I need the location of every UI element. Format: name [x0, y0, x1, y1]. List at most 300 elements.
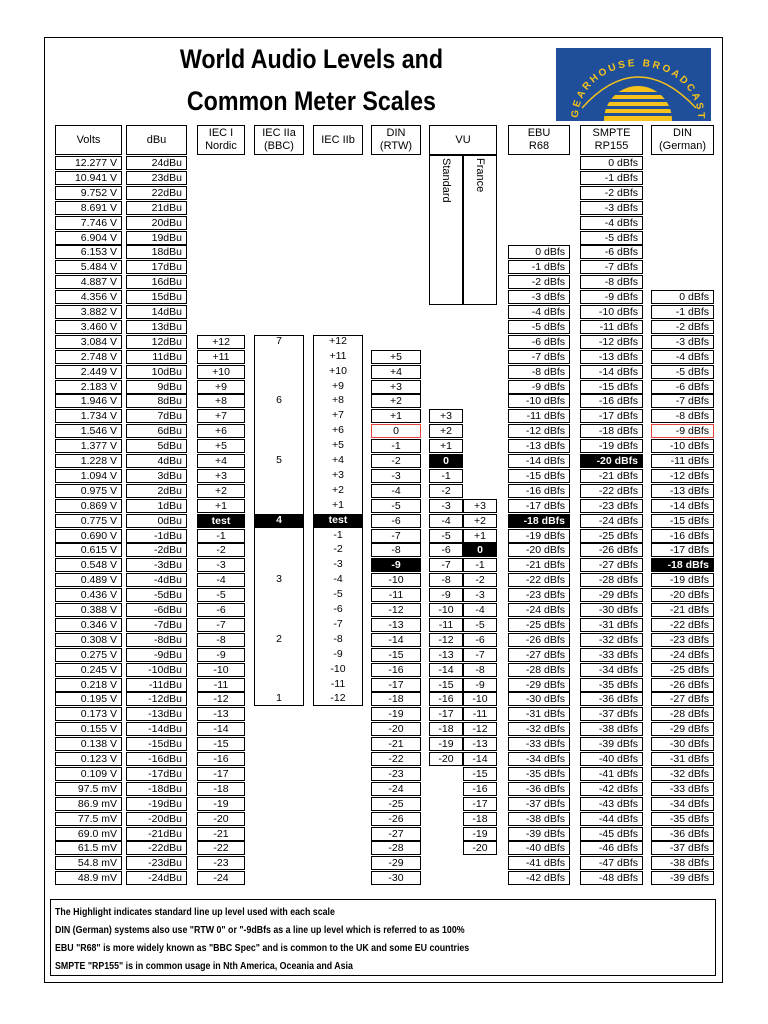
cell-vu-france: -10	[463, 692, 497, 706]
cell-vu-france: -7	[463, 648, 497, 662]
cell-din-german: -9 dBfs	[651, 424, 714, 438]
cell-vu-standard: -11	[429, 618, 463, 632]
cell-smpte: -10 dBfs	[580, 305, 643, 319]
cell-din-rtw: -23	[371, 767, 421, 781]
cell-vu-france: -15	[463, 767, 497, 781]
cell-dbu: -7dBu	[126, 618, 187, 632]
header-iec2b: IEC IIb	[313, 125, 363, 155]
cell-smpte: -12 dBfs	[580, 335, 643, 349]
cell-din-german: -21 dBfs	[651, 603, 714, 617]
cell-din-german: -39 dBfs	[651, 871, 714, 885]
cell-iec1: +11	[197, 350, 245, 364]
cell-ebu: -6 dBfs	[508, 335, 570, 349]
cell-iec2b: -6	[333, 603, 343, 615]
cell-iec2a	[254, 469, 304, 483]
cell-iec1: -5	[197, 588, 245, 602]
cell-ebu: -23 dBfs	[508, 588, 570, 602]
cell-smpte: -37 dBfs	[580, 707, 643, 721]
cell-din-rtw: -3	[371, 469, 421, 483]
cell-dbu: 14dBu	[126, 305, 187, 319]
cell-din-german: -29 dBfs	[651, 722, 714, 736]
cell-volts: 48.9 mV	[55, 871, 122, 885]
cell-volts: 0.975 V	[55, 484, 122, 498]
cell-din-german: -18 dBfs	[651, 558, 714, 572]
cell-smpte: -11 dBfs	[580, 320, 643, 334]
cell-din-german: -22 dBfs	[651, 618, 714, 632]
cell-vu-standard: -9	[429, 588, 463, 602]
cell-smpte: -48 dBfs	[580, 871, 643, 885]
cell-din-german: -7 dBfs	[651, 394, 714, 408]
cell-smpte: -29 dBfs	[580, 588, 643, 602]
cell-iec1: -21	[197, 827, 245, 841]
cell-smpte: 0 dBfs	[580, 156, 643, 170]
cell-vu-france: -11	[463, 707, 497, 721]
header-dbu: dBu	[126, 125, 187, 155]
header-din-german: DIN (German)	[651, 125, 714, 155]
cell-dbu: -9dBu	[126, 648, 187, 662]
cell-ebu: -27 dBfs	[508, 648, 570, 662]
cell-din-german: -28 dBfs	[651, 707, 714, 721]
cell-vu-france: -14	[463, 752, 497, 766]
cell-iec1: -2	[197, 543, 245, 557]
cell-volts: 0.548 V	[55, 558, 122, 572]
cell-dbu: 15dBu	[126, 290, 187, 304]
cell-din-rtw: -15	[371, 648, 421, 662]
cell-volts: 10.941 V	[55, 171, 122, 185]
cell-ebu: -28 dBfs	[508, 663, 570, 677]
cell-dbu: -22dBu	[126, 841, 187, 855]
cell-din-rtw: -10	[371, 573, 421, 587]
cell-din-german: -16 dBfs	[651, 529, 714, 543]
cell-iec1: -11	[197, 678, 245, 692]
cell-iec2b: -8	[333, 632, 343, 645]
note-ebu: EBU "R68" is more widely known as "BBC Spec" and is common to the UK and some EU countries	[55, 942, 470, 954]
cell-dbu: 23dBu	[126, 171, 187, 185]
note-smpte: SMPTE "RP155" is in common usage in Nth America, Oceania and Asia	[55, 960, 353, 972]
cell-dbu: -17dBu	[126, 767, 187, 781]
cell-volts: 8.691 V	[55, 201, 122, 215]
note-din-german: DIN (German) systems also use "RTW 0" or "-9dBfs as a line up level which is referred to as 100%	[55, 924, 465, 936]
cell-din-rtw: -18	[371, 692, 421, 706]
cell-smpte: -23 dBfs	[580, 499, 643, 513]
cell-vu-standard: -8	[429, 573, 463, 587]
cell-din-german: -19 dBfs	[651, 573, 714, 587]
cell-smpte: -32 dBfs	[580, 633, 643, 647]
cell-smpte: -28 dBfs	[580, 573, 643, 587]
cell-iec1: -22	[197, 841, 245, 855]
cell-volts: 0.109 V	[55, 767, 122, 781]
cell-vu-france: -16	[463, 782, 497, 796]
cell-iec2a	[254, 350, 304, 364]
cell-dbu: 24dBu	[126, 156, 187, 170]
cell-ebu: 0 dBfs	[508, 245, 570, 259]
cell-din-rtw: -14	[371, 633, 421, 647]
cell-volts: 0.218 V	[55, 678, 122, 692]
cell-vu-standard: +2	[429, 424, 463, 438]
cell-vu-standard: -10	[429, 603, 463, 617]
cell-smpte: -21 dBfs	[580, 469, 643, 483]
cell-vu-france: -17	[463, 797, 497, 811]
cell-dbu: 16dBu	[126, 275, 187, 289]
header-ebu: EBU R68	[508, 125, 570, 155]
cell-vu-standard: -20	[429, 752, 463, 766]
cell-din-german: -34 dBfs	[651, 797, 714, 811]
cell-iec1: -23	[197, 856, 245, 870]
cell-dbu: 18dBu	[126, 245, 187, 259]
cell-iec2a	[254, 365, 304, 379]
cell-iec1: -10	[197, 663, 245, 677]
cell-din-rtw: -28	[371, 841, 421, 855]
cell-iec1: -15	[197, 737, 245, 751]
cell-vu-france: -3	[463, 588, 497, 602]
cell-smpte: -24 dBfs	[580, 514, 643, 528]
cell-dbu: 9dBu	[126, 380, 187, 394]
cell-iec2b: -3	[333, 558, 343, 571]
cell-smpte: -41 dBfs	[580, 767, 643, 781]
cell-volts: 3.084 V	[55, 335, 122, 349]
cell-dbu: -10dBu	[126, 663, 187, 677]
cell-vu-standard: -12	[429, 633, 463, 647]
cell-dbu: 0dBu	[126, 514, 187, 528]
cell-din-rtw: -12	[371, 603, 421, 617]
cell-dbu: 6dBu	[126, 424, 187, 438]
cell-iec2b: +2	[332, 483, 344, 496]
cell-iec2b: -1	[333, 528, 343, 541]
cell-dbu: -18dBu	[126, 782, 187, 796]
cell-ebu: -10 dBfs	[508, 394, 570, 408]
cell-din-german: -38 dBfs	[651, 856, 714, 870]
cell-iec1: -12	[197, 692, 245, 706]
cell-smpte: -40 dBfs	[580, 752, 643, 766]
cell-ebu: -18 dBfs	[508, 514, 570, 528]
cell-din-rtw: +1	[371, 409, 421, 423]
cell-dbu: -1dBu	[126, 529, 187, 543]
cell-volts: 86.9 mV	[55, 797, 122, 811]
cell-volts: 1.734 V	[55, 409, 122, 423]
cell-iec2a	[254, 529, 304, 543]
cell-dbu: 3dBu	[126, 469, 187, 483]
cell-din-german: -27 dBfs	[651, 692, 714, 706]
cell-volts: 0.346 V	[55, 618, 122, 632]
cell-din-rtw: -21	[371, 737, 421, 751]
cell-smpte: -38 dBfs	[580, 722, 643, 736]
cell-dbu: -15dBu	[126, 737, 187, 751]
cell-iec2b: +11	[329, 349, 347, 362]
cell-din-rtw: +4	[371, 365, 421, 379]
cell-vu-france: -18	[463, 812, 497, 826]
cell-din-rtw: -7	[371, 529, 421, 543]
cell-iec2b: +1	[332, 498, 344, 511]
cell-smpte: -22 dBfs	[580, 484, 643, 498]
cell-iec1: +10	[197, 365, 245, 379]
cell-iec1: +1	[197, 499, 245, 513]
cell-din-rtw: -1	[371, 439, 421, 453]
cell-iec1: -3	[197, 558, 245, 572]
cell-iec2b: -4	[333, 573, 343, 586]
cell-iec2a: 6	[276, 394, 282, 407]
cell-dbu: 21dBu	[126, 201, 187, 215]
cell-ebu: -37 dBfs	[508, 797, 570, 811]
cell-ebu: -4 dBfs	[508, 305, 570, 319]
cell-iec2a: 4	[254, 514, 304, 528]
cell-din-rtw: -8	[371, 543, 421, 557]
cell-vu-france: -5	[463, 618, 497, 632]
cell-din-german: -20 dBfs	[651, 588, 714, 602]
cell-iec1: -6	[197, 603, 245, 617]
cell-smpte: -26 dBfs	[580, 543, 643, 557]
cell-smpte: -33 dBfs	[580, 648, 643, 662]
cell-smpte: -16 dBfs	[580, 394, 643, 408]
cell-ebu: -17 dBfs	[508, 499, 570, 513]
cell-iec2a	[254, 558, 304, 572]
cell-vu-france: +3	[463, 499, 497, 513]
cell-dbu: 13dBu	[126, 320, 187, 334]
cell-din-rtw: -6	[371, 514, 421, 528]
cell-volts: 0.138 V	[55, 737, 122, 751]
cell-smpte: -6 dBfs	[580, 245, 643, 259]
cell-vu-standard: -19	[429, 737, 463, 751]
cell-vu-france: -2	[463, 573, 497, 587]
cell-volts: 4.887 V	[55, 275, 122, 289]
vu-france-label: France	[474, 158, 486, 193]
cell-ebu: -12 dBfs	[508, 424, 570, 438]
cell-iec2a	[254, 409, 304, 423]
cell-volts: 4.356 V	[55, 290, 122, 304]
cell-iec2b: +7	[332, 409, 344, 422]
cell-ebu: -25 dBfs	[508, 618, 570, 632]
cell-smpte: -4 dBfs	[580, 216, 643, 230]
cell-din-rtw: -17	[371, 678, 421, 692]
cell-ebu: -16 dBfs	[508, 484, 570, 498]
cell-dbu: 4dBu	[126, 454, 187, 468]
cell-iec2a: 7	[276, 334, 282, 347]
cell-ebu: -7 dBfs	[508, 350, 570, 364]
cell-dbu: -2dBu	[126, 543, 187, 557]
cell-smpte: -14 dBfs	[580, 365, 643, 379]
cell-dbu: -24dBu	[126, 871, 187, 885]
cell-smpte: -9 dBfs	[580, 290, 643, 304]
cell-smpte: -3 dBfs	[580, 201, 643, 215]
cell-vu-standard: -17	[429, 707, 463, 721]
cell-din-german: -15 dBfs	[651, 514, 714, 528]
cell-smpte: -25 dBfs	[580, 529, 643, 543]
cell-iec1: -18	[197, 782, 245, 796]
cell-din-german: -24 dBfs	[651, 648, 714, 662]
cell-din-rtw: -13	[371, 618, 421, 632]
cell-dbu: -12dBu	[126, 692, 187, 706]
cell-vu-standard: -13	[429, 648, 463, 662]
cell-iec1: +9	[197, 380, 245, 394]
notes-box	[50, 899, 716, 976]
cell-dbu: -14dBu	[126, 722, 187, 736]
cell-volts: 12.277 V	[55, 156, 122, 170]
cell-smpte: -5 dBfs	[580, 231, 643, 245]
cell-ebu: -8 dBfs	[508, 365, 570, 379]
cell-smpte: -17 dBfs	[580, 409, 643, 423]
cell-dbu: 12dBu	[126, 335, 187, 349]
cell-volts: 5.484 V	[55, 260, 122, 274]
cell-din-german: -10 dBfs	[651, 439, 714, 453]
cell-din-rtw: -2	[371, 454, 421, 468]
cell-din-rtw: 0	[371, 424, 421, 438]
cell-ebu: -26 dBfs	[508, 633, 570, 647]
cell-vu-france: +1	[463, 529, 497, 543]
cell-iec1: -1	[197, 529, 245, 543]
header-smpte: SMPTE RP155	[580, 125, 643, 155]
cell-ebu: -38 dBfs	[508, 812, 570, 826]
cell-iec2a	[254, 663, 304, 677]
page-title	[81, 38, 541, 122]
cell-dbu: -8dBu	[126, 633, 187, 647]
cell-vu-standard: -1	[429, 469, 463, 483]
cell-smpte: -36 dBfs	[580, 692, 643, 706]
cell-iec2a: 1	[276, 692, 282, 705]
cell-iec1: -20	[197, 812, 245, 826]
cell-dbu: -21dBu	[126, 827, 187, 841]
cell-vu-france: -12	[463, 722, 497, 736]
cell-ebu: -22 dBfs	[508, 573, 570, 587]
cell-din-german: -36 dBfs	[651, 827, 714, 841]
cell-dbu: -6dBu	[126, 603, 187, 617]
cell-volts: 6.904 V	[55, 231, 122, 245]
cell-din-german: 0 dBfs	[651, 290, 714, 304]
cell-dbu: -4dBu	[126, 573, 187, 587]
cell-vu-standard: -4	[429, 514, 463, 528]
cell-volts: 3.882 V	[55, 305, 122, 319]
cell-din-rtw: -4	[371, 484, 421, 498]
cell-smpte: -20 dBfs	[580, 454, 643, 468]
cell-volts: 0.615 V	[55, 543, 122, 557]
cell-dbu: -11dBu	[126, 678, 187, 692]
cell-smpte: -8 dBfs	[580, 275, 643, 289]
cell-vu-standard: -6	[429, 543, 463, 557]
cell-volts: 0.388 V	[55, 603, 122, 617]
cell-smpte: -18 dBfs	[580, 424, 643, 438]
cell-ebu: -33 dBfs	[508, 737, 570, 751]
cell-iec1: -19	[197, 797, 245, 811]
cell-vu-standard: -2	[429, 484, 463, 498]
cell-dbu: 5dBu	[126, 439, 187, 453]
cell-iec1: +12	[197, 335, 245, 349]
cell-ebu: -40 dBfs	[508, 841, 570, 855]
cell-ebu: -11 dBfs	[508, 409, 570, 423]
cell-dbu: -19dBu	[126, 797, 187, 811]
cell-ebu: -19 dBfs	[508, 529, 570, 543]
cell-smpte: -19 dBfs	[580, 439, 643, 453]
cell-iec1: -17	[197, 767, 245, 781]
cell-din-rtw: -19	[371, 707, 421, 721]
cell-iec1: -7	[197, 618, 245, 632]
note-highlight: The Highlight indicates standard line up level used with each scale	[55, 906, 335, 918]
cell-volts: 7.746 V	[55, 216, 122, 230]
cell-volts: 0.436 V	[55, 588, 122, 602]
cell-din-rtw: +3	[371, 380, 421, 394]
cell-iec1: test	[197, 514, 245, 528]
cell-iec1: -8	[197, 633, 245, 647]
cell-smpte: -27 dBfs	[580, 558, 643, 572]
cell-iec2b: -5	[333, 588, 343, 601]
cell-iec2a	[254, 648, 304, 662]
cell-iec1: -14	[197, 722, 245, 736]
cell-vu-standard: -7	[429, 558, 463, 572]
cell-ebu: -24 dBfs	[508, 603, 570, 617]
header-vu: VU	[429, 125, 497, 155]
cell-smpte: -44 dBfs	[580, 812, 643, 826]
cell-smpte: -30 dBfs	[580, 603, 643, 617]
cell-dbu: 2dBu	[126, 484, 187, 498]
cell-vu-france: 0	[463, 543, 497, 557]
cell-din-rtw: -22	[371, 752, 421, 766]
cell-dbu: -3dBu	[126, 558, 187, 572]
cell-volts: 0.690 V	[55, 529, 122, 543]
gearhouse-broadcast-logo-icon	[556, 48, 711, 121]
cell-ebu: -42 dBfs	[508, 871, 570, 885]
title-line-2: Common Meter Scales	[186, 86, 436, 116]
cell-iec2b: +10	[329, 364, 347, 377]
cell-smpte: -2 dBfs	[580, 186, 643, 200]
cell-iec1: +6	[197, 424, 245, 438]
cell-vu-france: -9	[463, 678, 497, 692]
cell-vu-standard: +1	[429, 439, 463, 453]
cell-din-rtw: +5	[371, 350, 421, 364]
cell-din-german: -35 dBfs	[651, 812, 714, 826]
cell-dbu: -23dBu	[126, 856, 187, 870]
cell-din-german: -13 dBfs	[651, 484, 714, 498]
cell-dbu: 22dBu	[126, 186, 187, 200]
cell-iec2b: -10	[330, 662, 346, 675]
cell-ebu: -1 dBfs	[508, 260, 570, 274]
cell-iec1: +4	[197, 454, 245, 468]
cell-volts: 6.153 V	[55, 245, 122, 259]
cell-ebu: -2 dBfs	[508, 275, 570, 289]
cell-iec2b: +4	[332, 454, 344, 466]
cell-ebu: -21 dBfs	[508, 558, 570, 572]
cell-volts: 3.460 V	[55, 320, 122, 334]
cell-iec2b: +9	[332, 379, 344, 392]
cell-dbu: -20dBu	[126, 812, 187, 826]
cell-din-german: -2 dBfs	[651, 320, 714, 334]
cell-din-german: -25 dBfs	[651, 663, 714, 677]
cell-iec2a	[254, 380, 304, 394]
cell-dbu: -16dBu	[126, 752, 187, 766]
cell-iec1: -9	[197, 648, 245, 662]
cell-ebu: -35 dBfs	[508, 767, 570, 781]
cell-din-german: -17 dBfs	[651, 543, 714, 557]
cell-vu-france: -1	[463, 558, 497, 572]
cell-ebu: -41 dBfs	[508, 856, 570, 870]
cell-ebu: -29 dBfs	[508, 678, 570, 692]
cell-dbu: 19dBu	[126, 231, 187, 245]
cell-smpte: -13 dBfs	[580, 350, 643, 364]
title-line-1: World Audio Levels and	[179, 44, 444, 74]
cell-vu-standard: -15	[429, 678, 463, 692]
cell-dbu: 1dBu	[126, 499, 187, 513]
cell-din-rtw: -29	[371, 856, 421, 870]
cell-iec1: -16	[197, 752, 245, 766]
cell-iec1: -24	[197, 871, 245, 885]
cell-volts: 54.8 mV	[55, 856, 122, 870]
cell-smpte: -15 dBfs	[580, 380, 643, 394]
cell-volts: 1.377 V	[55, 439, 122, 453]
cell-smpte: -47 dBfs	[580, 856, 643, 870]
cell-volts: 0.245 V	[55, 663, 122, 677]
cell-din-rtw: -27	[371, 827, 421, 841]
cell-dbu: 20dBu	[126, 216, 187, 230]
cell-volts: 1.546 V	[55, 424, 122, 438]
cell-iec2b: test	[313, 514, 363, 528]
cell-iec2a	[254, 439, 304, 453]
cell-din-german: -6 dBfs	[651, 380, 714, 394]
